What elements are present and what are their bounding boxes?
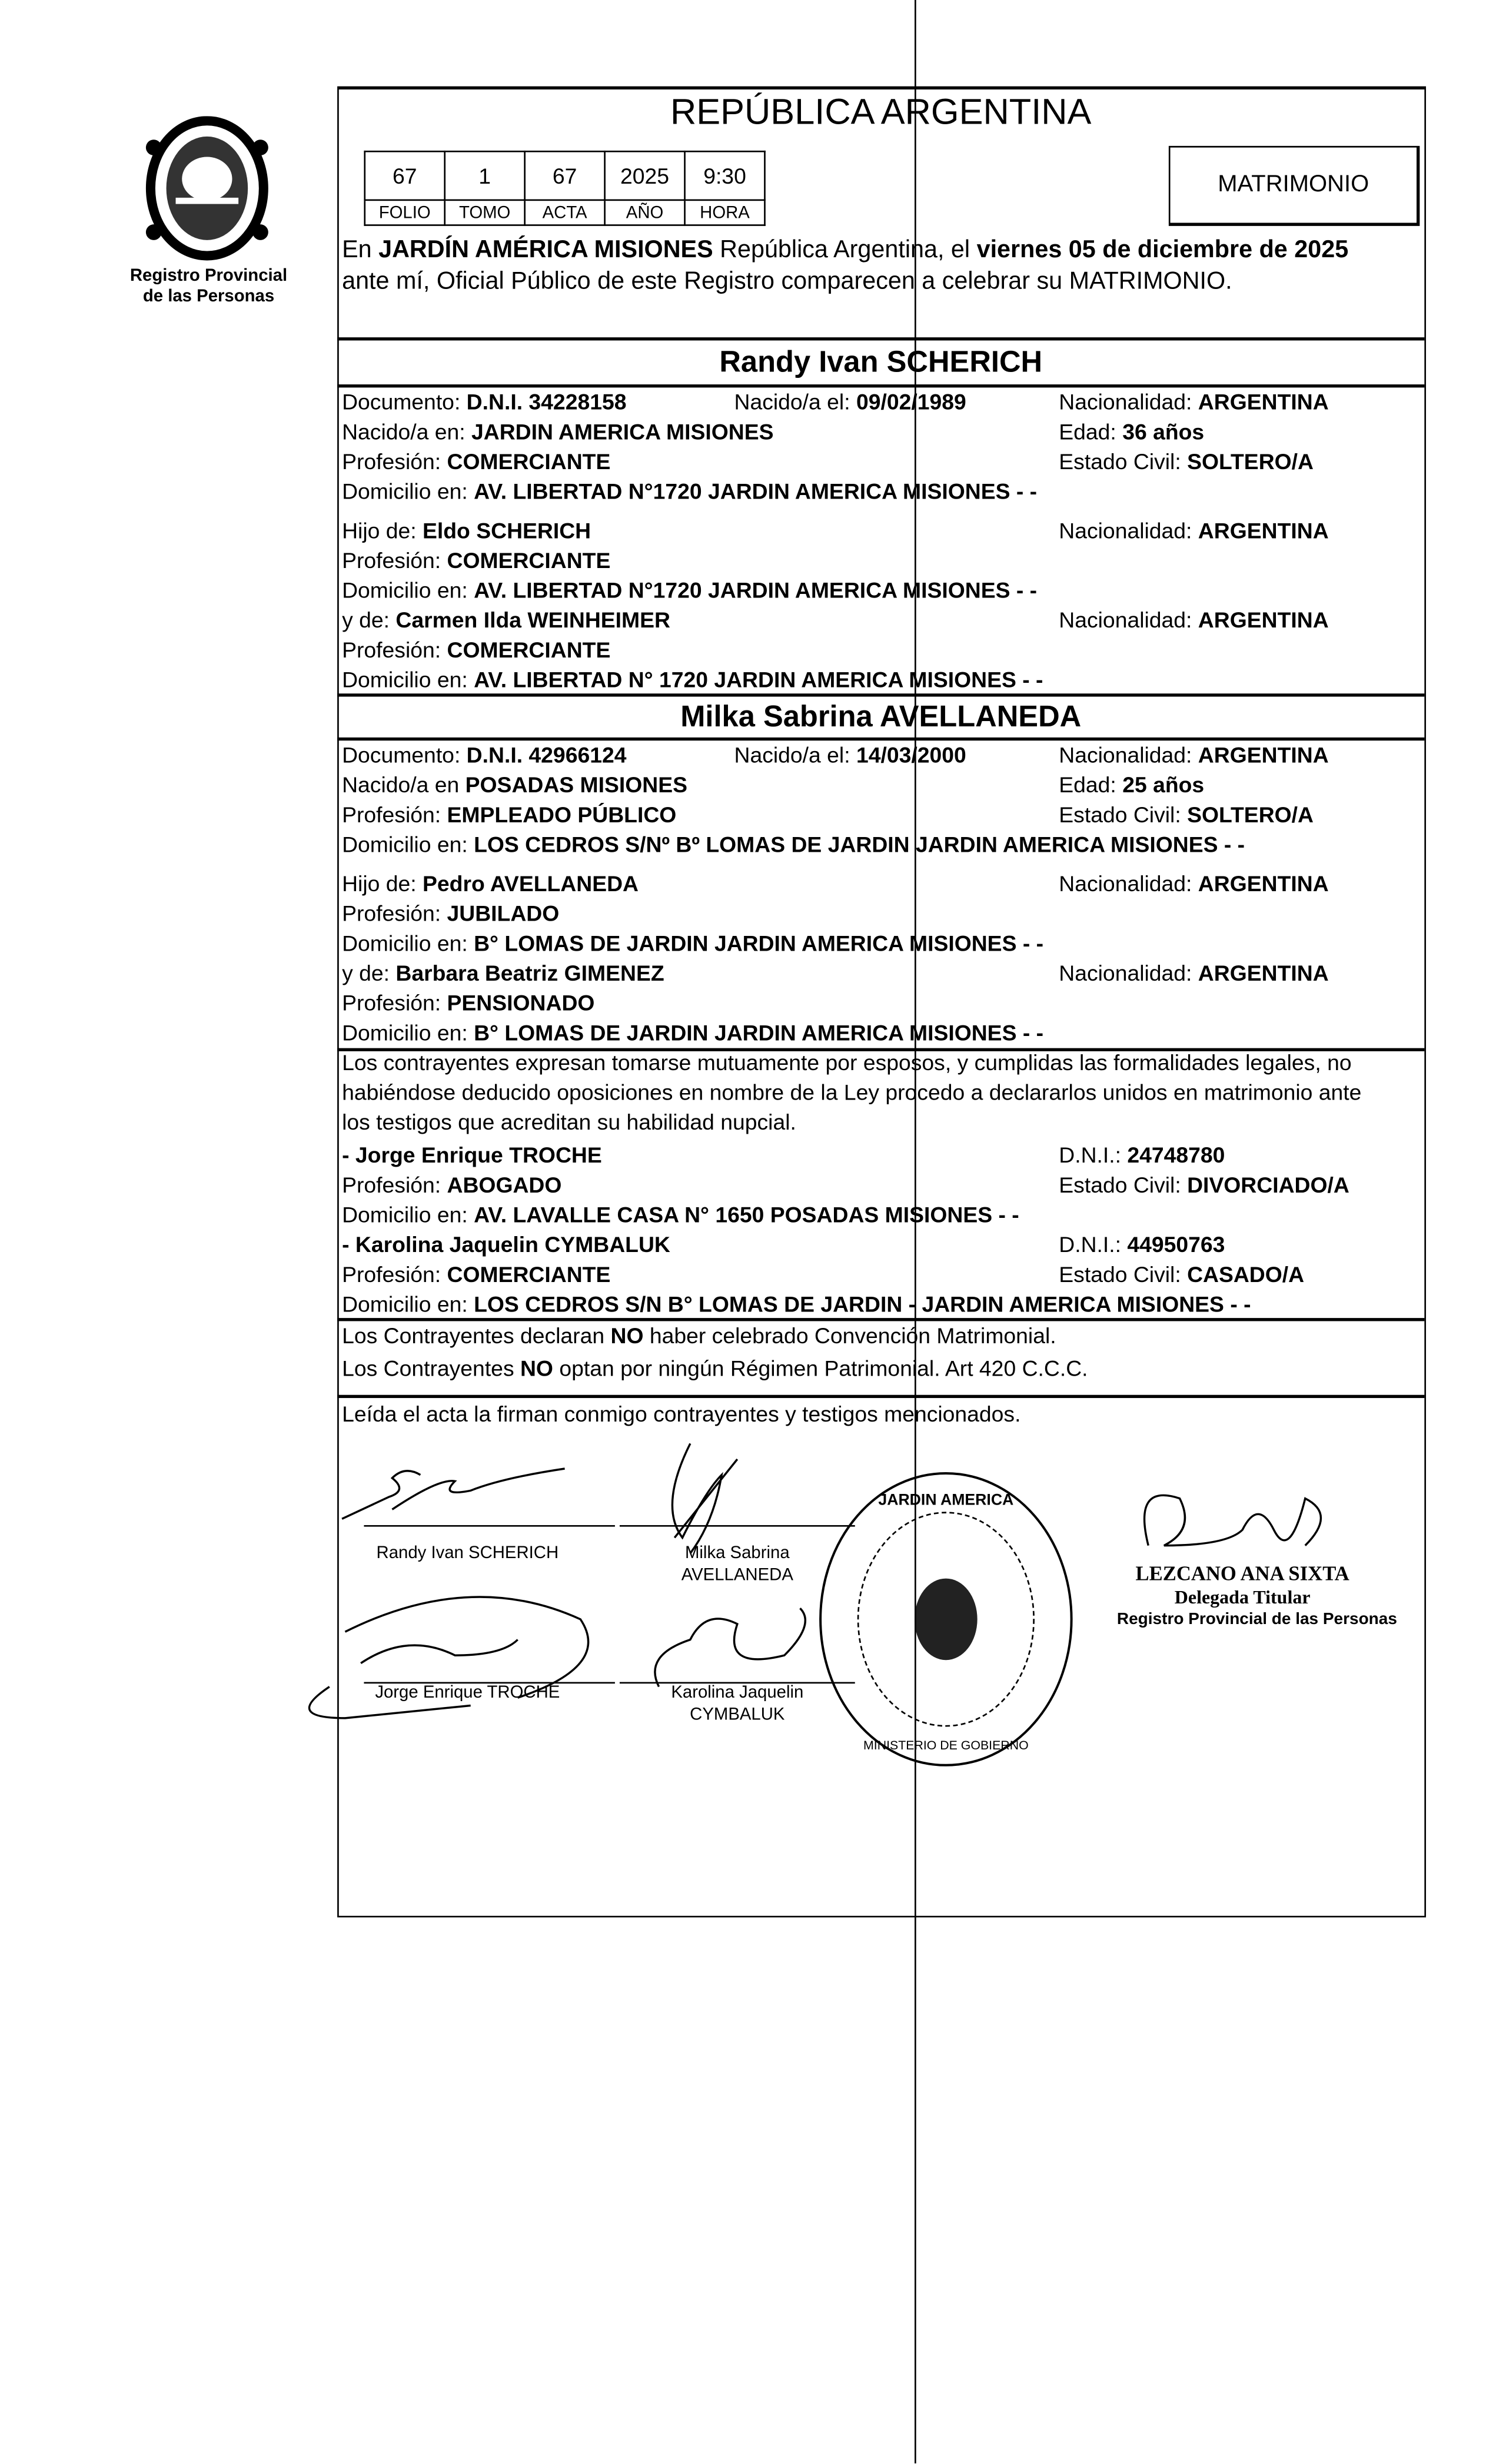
field-text [734,742,966,768]
field-text: Estado Civil: [1059,1261,1188,1287]
field-text: JARDIN AMERICA [878,1490,1014,1509]
field-value: JARDIN AMERICA MISIONES [471,419,774,444]
field-text [342,667,1043,692]
field-text: Nacido/a el: [734,389,856,414]
province-seal-logo [138,116,277,260]
field-text: Profesión: [342,901,447,926]
field-text: Estado Civil: [1059,1172,1188,1197]
field-text [252,224,268,240]
field-value: AV. LIBERTAD N°1720 JARDIN AMERICA MISIONES - - [474,577,1038,603]
field-text [342,901,559,926]
field-text [342,1291,1251,1317]
field-text [342,960,664,985]
field-text: Hijo de: [342,871,423,896]
field-text: Nacionalidad: [1059,871,1198,896]
signature-label-witness1: Jorge Enrique TROCHE [375,1683,560,1703]
field-text [337,1318,1424,1321]
field-text: Domicilio en: [342,1201,474,1227]
field-text [342,419,773,444]
field-text [734,389,966,414]
field-text: Documento: [342,742,467,768]
field-text [337,693,1424,696]
acta-value: 67 [525,151,605,200]
field-text [1059,742,1328,768]
field-value: ARGENTINA [1198,871,1329,896]
field-text: haber celebrado Convención Matrimonial. [643,1323,1056,1348]
field-text: Profesión: [342,802,447,827]
field-text [1059,1172,1349,1197]
field-value: ARGENTINA [1198,517,1329,543]
field-text: Profesión: [342,449,447,474]
field-value: LOS CEDROS S/N B° LOMAS DE JARDIN - JARDIN AMERICA MISIONES - - [474,1291,1251,1317]
field-text [1059,960,1328,985]
field-text: Domicilio en: [342,577,474,603]
certificate-type-box [1169,146,1419,226]
field-text [342,607,670,633]
field-text [1059,419,1204,444]
field-text: Nacionalidad: [1059,607,1198,633]
folio-value: 67 [365,151,445,200]
field-value: JARDÍN AMÉRICA MISIONES [378,237,713,264]
field-text: AVELLANEDA [681,1566,793,1585]
field-text: República Argentina, el [713,237,977,264]
declaration-line: habiéndose deducido oposiciones en nombre de la Ley procedo a declararlos unidos en matrimonio ante [342,1079,1362,1105]
field-text: MINISTERIO DE GOBIERNO [863,1738,1029,1753]
field-text: Nacionalidad: [1059,389,1198,414]
field-text [1059,772,1204,797]
field-text: Nacido/a en: [342,419,472,444]
tomo-label: TOMO [445,200,525,225]
registry-table [364,151,765,226]
field-value: ARGENTINA [1198,742,1329,768]
registry-label-line1: Registro Provincial [129,267,288,286]
field-text [337,384,1424,387]
field-value: - Jorge Enrique TROCHE [342,1142,602,1168]
field-text: Estado Civil: [1059,802,1188,827]
field-value: ARGENTINA [1198,607,1329,633]
registry-label-line2: de las Personas [142,287,275,306]
field-value: Carmen Ilda WEINHEIMER [395,607,670,633]
field-value: LOS CEDROS S/Nº Bº LOMAS DE JARDIN JARDIN AMERICA MISIONES - - [474,831,1245,857]
field-text: Domicilio en: [342,930,474,956]
field-value: CASADO/A [1187,1261,1305,1287]
field-text: Milka Sabrina [684,1543,790,1563]
field-text: Profesión: [342,989,447,1015]
field-text [342,990,594,1015]
intro-line-2: ante mí, Oficial Público de este Registro comparecen a celebrar su MATRIMONIO. [342,268,1232,295]
field-text [342,1469,565,1519]
field-value: 36 años [1122,419,1205,444]
field-text [1059,449,1314,474]
field-value: DIVORCIADO/A [1187,1172,1349,1197]
year-label: AÑO [605,200,685,225]
field-text: Profesión: [342,637,447,662]
field-text [365,200,765,225]
field-text: Documento: [342,389,467,414]
field-value: EMPLEADO PÚBLICO [447,802,677,827]
acta-label: ACTA [525,200,605,225]
field-value: 24748780 [1127,1142,1225,1168]
field-text: Edad: [1059,419,1123,444]
field-text: Domicilio en: [342,831,474,857]
field-text: Profesión: [342,547,447,573]
field-value: Pedro AVELLANEDA [423,871,639,896]
field-text [655,1608,805,1686]
field-value: POSADAS MISIONES [465,772,688,798]
declaration-line: los testigos que acreditan su habilidad nupcial. [342,1109,796,1135]
field-value: ARGENTINA [1198,389,1329,414]
field-text [1059,1231,1225,1257]
field-text [1059,518,1328,543]
field-text: Los Contrayentes [342,1356,520,1381]
officer-name: LEZCANO ANA SIXTA [1135,1561,1349,1585]
field-text [342,479,1037,504]
field-value: COMERCIANTE [447,449,611,474]
scan-artifact-line [915,0,916,2463]
field-text: Domicilio en: [342,479,474,504]
field-text: Domicilio en: [342,666,474,692]
field-value: NO [610,1323,644,1348]
field-text [342,871,639,896]
declaration-line: Los contrayentes expresan tomarse mutuamente por esposos, y cumplidas las formalidades legales, no [342,1050,1352,1075]
field-text [342,389,626,414]
official-stamp [813,1467,1079,1773]
spouse2-name: Milka Sabrina AVELLANEDA [680,701,1082,735]
field-text [342,1202,1019,1227]
field-text [364,1525,614,1527]
field-value: B° LOMAS DE JARDIN JARDIN AMERICA MISIONES - - [474,930,1044,956]
field-text [1145,1495,1321,1545]
field-text [342,637,610,662]
field-text [342,742,626,768]
field-text: Domicilio en: [342,1020,474,1045]
field-value: SOLTERO/A [1187,802,1314,827]
folio-label: FOLIO [365,200,445,225]
regime-line [342,1356,1088,1381]
signature-label-spouse1: Randy Ivan SCHERICH [376,1543,559,1563]
field-text [342,1231,670,1257]
field-value: AV. LIBERTAD N°1720 JARDIN AMERICA MISIONES - - [474,479,1038,504]
field-text [365,151,765,200]
field-value: SOLTERO/A [1187,449,1314,474]
field-text [1059,1261,1304,1287]
field-text [176,198,239,204]
field-text [146,140,162,155]
field-value: ARGENTINA [1198,960,1329,985]
field-text [342,1172,561,1197]
field-text [337,1395,1424,1398]
field-text: D.N.I.: [1059,1142,1128,1168]
field-text: y de: [342,960,396,985]
field-value: PENSIONADO [447,989,595,1015]
field-value: D.N.I. 34228158 [466,389,627,414]
officer-org: Registro Provincial de las Personas [1116,1609,1397,1629]
hour-label: HORA [685,200,765,225]
closing-text: Leída el acta la firman conmigo contrayentes y testigos mencionados. [342,1401,1021,1427]
registry-label [110,267,308,307]
field-text [672,1443,737,1553]
field-text: Karolina Jaquelin [671,1683,804,1703]
field-text [1059,389,1328,414]
field-text [342,931,1043,956]
field-value: 25 años [1122,772,1205,798]
field-text: Nacido/a en [342,772,466,798]
field-value: ABOGADO [447,1172,562,1197]
field-value: 09/02/1989 [856,389,966,414]
field-text [342,1020,1043,1045]
field-text: optan por ningún Régimen Patrimonial. Art 420 C.C.C. [553,1356,1088,1381]
field-text: Profesión: [342,1172,447,1197]
field-value: AV. LAVALLE CASA N° 1650 POSADAS MISIONES - - [474,1201,1019,1227]
spouse1-name: Randy Ivan SCHERICH [719,347,1043,380]
field-value: COMERCIANTE [447,1261,611,1287]
field-text [1059,871,1328,896]
field-text [342,547,610,573]
officer-block [1116,1561,1397,1629]
field-value: 44950763 [1127,1231,1225,1257]
field-value: 14/03/2000 [856,742,966,768]
field-text [252,140,268,155]
officer-role: Delegada Titular [1174,1586,1311,1609]
year-value: 2025 [605,151,685,200]
field-text: Hijo de: [342,517,423,543]
field-value: COMERCIANTE [447,637,611,662]
field-text [342,1261,610,1287]
intro-line-1 [342,237,1348,265]
field-text: Nacionalidad: [1059,742,1198,768]
field-text [342,518,591,543]
field-text [1059,607,1328,633]
field-text: Edad: [1059,772,1123,798]
field-text [915,1579,978,1661]
field-text: Nacido/a el: [734,742,856,768]
field-value: viernes 05 de diciembre de 2025 [976,237,1349,264]
convention-line [342,1323,1056,1348]
field-value: AV. LIBERTAD N° 1720 JARDIN AMERICA MISIONES - - [474,666,1043,692]
field-text [182,157,232,201]
field-text [342,577,1037,603]
field-text [138,116,277,260]
field-text: Profesión: [342,1261,447,1287]
field-text [1059,1143,1225,1168]
field-value: COMERCIANTE [447,547,611,573]
field-value: NO [520,1356,553,1381]
tomo-value: 1 [445,151,525,200]
hour-value: 9:30 [685,151,765,200]
field-text [365,151,765,225]
field-text [342,449,610,474]
field-text: y de: [342,607,396,633]
field-text [342,802,676,827]
field-text: CYMBALUK [690,1705,785,1725]
field-value: JUBILADO [447,901,560,926]
field-text: Los Contrayentes declaran [342,1323,611,1348]
field-text [342,1143,602,1168]
field-text [342,772,687,797]
field-text: Nacionalidad: [1059,960,1198,985]
field-text: Estado Civil: [1059,449,1188,474]
field-text [342,832,1245,857]
field-value: B° LOMAS DE JARDIN JARDIN AMERICA MISIONES - - [474,1020,1044,1045]
field-text: En [342,237,379,264]
field-text [1059,802,1314,827]
page-title: REPÚBLICA ARGENTINA [670,91,1092,132]
field-value: - Karolina Jaquelin CYMBALUK [342,1231,670,1257]
field-text: Nacionalidad: [1059,517,1198,543]
field-text: D.N.I.: [1059,1231,1128,1257]
certificate-type: MATRIMONIO [1218,171,1369,198]
field-text [337,738,1424,740]
field-text [146,224,162,240]
field-text [337,337,1424,340]
field-text: Domicilio en: [342,1291,474,1317]
field-value: Eldo SCHERICH [423,517,591,543]
field-value: Barbara Beatriz GIMENEZ [395,960,664,985]
field-value: D.N.I. 42966124 [466,742,627,768]
